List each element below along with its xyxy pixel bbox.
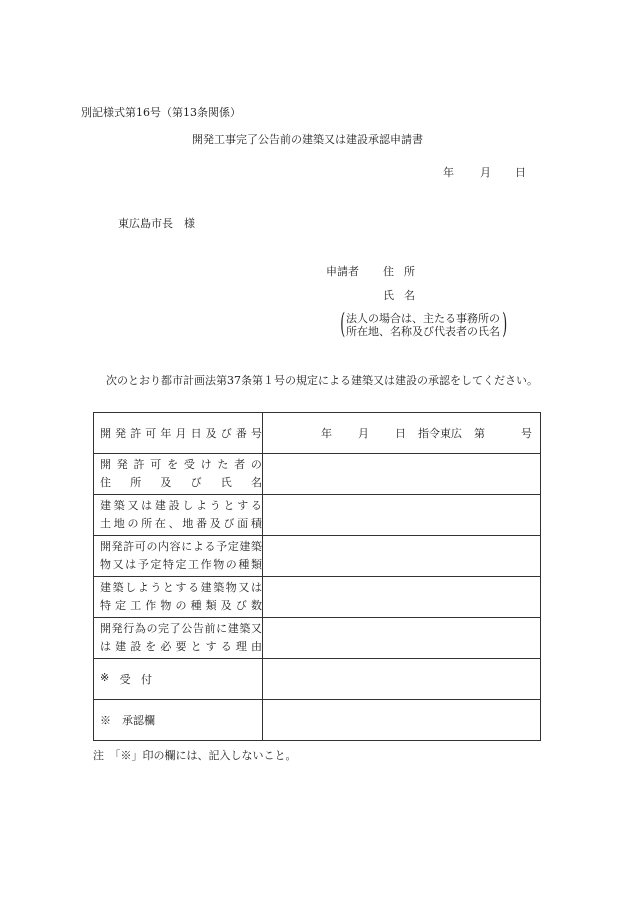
date-day-label: 日 xyxy=(515,166,526,179)
name-label: 氏名 xyxy=(383,289,425,302)
permittee-value[interactable] xyxy=(263,454,541,495)
document-title: 開発工事完了公告前の建築又は建設承認申請書 xyxy=(192,133,423,146)
row-label-reception: ※ 受 付 xyxy=(94,659,263,700)
table-row xyxy=(94,659,541,700)
approval-value xyxy=(263,700,541,741)
corporation-note-line2: 所在地、名称及び代表者の氏名 xyxy=(346,325,500,338)
permit-number-prefix: 第 xyxy=(474,427,485,440)
permit-number-suffix: 号 xyxy=(521,427,532,440)
table-row xyxy=(94,700,541,741)
permit-date-number-value[interactable] xyxy=(263,413,541,454)
permit-prefix: 指令東広 xyxy=(418,427,462,440)
row-label-building-type-count: 建 築 し よ う と す る 建 築 物 又 は 特 定 工 作 物 の 種 類 及 び 数 xyxy=(94,577,263,618)
row-label-permittee: 開 発 許 可 を 受 け た 者 の 住 所 及 び 氏 名 xyxy=(94,454,263,495)
intro-text: 次のとおり都市計画法第37条第１号の規定による建築又は建設の承認をしてください。 xyxy=(106,374,538,387)
permit-day: 日 xyxy=(395,427,406,440)
address-label: 住所 xyxy=(383,265,425,278)
footnote: 注 「※」印の欄には、記入しないこと。 xyxy=(93,749,297,762)
application-table xyxy=(93,412,541,741)
row-label-permit-date-number: 開 発 許 可 年 月 日 及 び 番 号 xyxy=(94,413,263,454)
addressee: 東広島市長 様 xyxy=(118,217,195,230)
row-label-land-location: 建 築 又 は 建 設 し よ う と す る 土 地 の 所 在 、 地 番 及 び 面 積 xyxy=(94,495,263,536)
applicant-label: 申請者 xyxy=(326,265,359,278)
reception-value xyxy=(263,659,541,700)
planned-building-value[interactable] xyxy=(263,536,541,577)
table-row xyxy=(94,454,541,495)
reason-value[interactable] xyxy=(263,618,541,659)
table-row xyxy=(94,536,541,577)
permit-month: 月 xyxy=(358,427,369,440)
date-year-label: 年 xyxy=(443,166,454,179)
corporation-note xyxy=(338,307,508,340)
corporation-note-line1: 法人の場合は、主たる事務所の xyxy=(346,312,500,325)
row-label-planned-building: 開 発 許 可 の 内 容 に よ る 予 定 建 築 物 又 は 予 定 特 定 工 作 物 の 種 類 xyxy=(94,536,263,577)
table-row xyxy=(94,413,541,454)
row-label-approval: ※ 承認欄 xyxy=(94,700,263,741)
table-row xyxy=(94,495,541,536)
table-row xyxy=(94,577,541,618)
land-location-value[interactable] xyxy=(263,495,541,536)
building-type-count-value[interactable] xyxy=(263,577,541,618)
close-bracket: ) xyxy=(502,307,508,340)
permit-year: 年 xyxy=(321,427,332,440)
open-bracket: ( xyxy=(340,307,346,340)
table-row xyxy=(94,618,541,659)
date-month-label: 月 xyxy=(480,166,491,179)
row-label-reason: 開 発 行 為 の 完 了 公 告 前 に 建 築 又 は 建 設 を 必 要 と す る 理 由 xyxy=(94,618,263,659)
form-number-label: 別記様式第16号（第13条関係） xyxy=(81,106,241,119)
